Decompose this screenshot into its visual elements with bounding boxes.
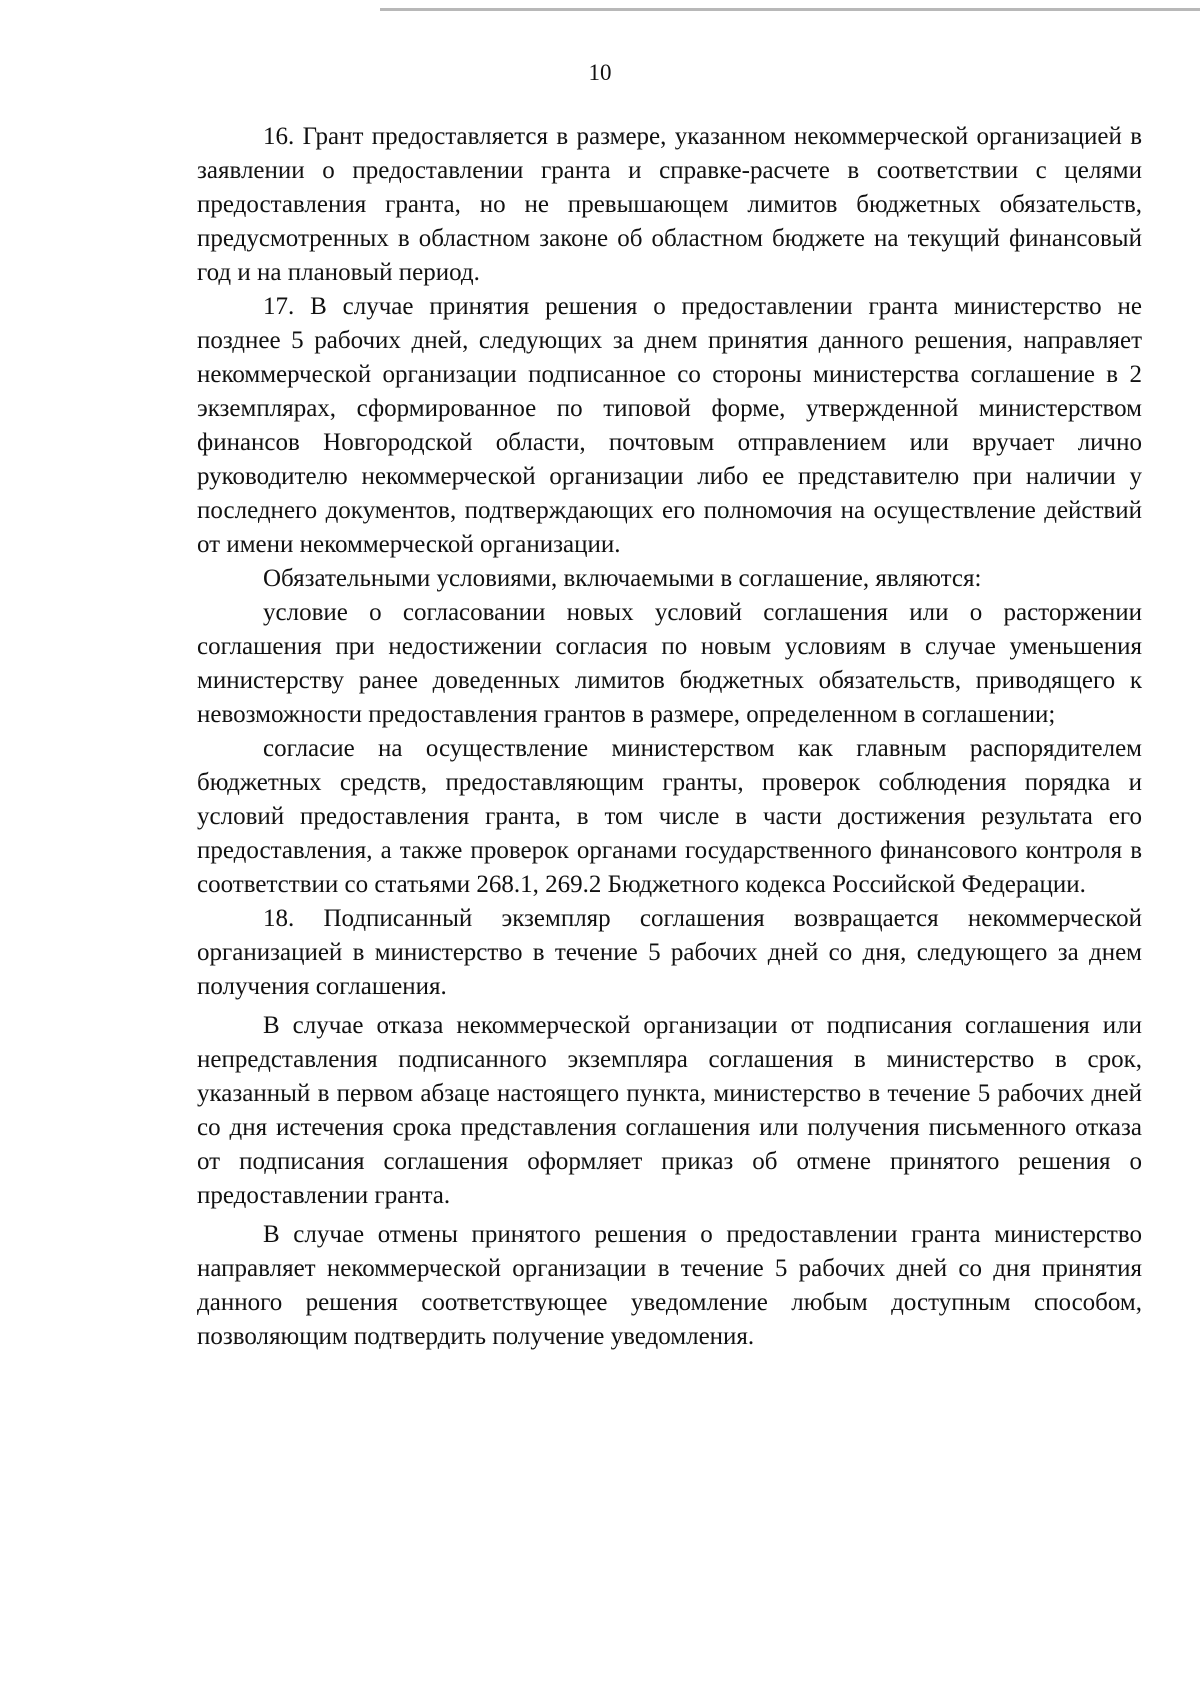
paragraph-cancellation: В случае отмены принятого решения о предоставлении гранта министерство направляет некоммерческой организации в течение 5 рабочих дней со дня принятия данного решения соответствующее уведомление любым доступным способом, позволяющим подтвердить получение уведомления. [197, 1221, 1142, 1350]
condition-renegotiation: условие о согласовании новых условий соглашения или о расторжении соглашения при недостижении согласия по новым условиям в случае уменьшения министерству ранее доведенных лимитов бюджетных обязательств, приводящего к невозможности предоставления грантов в размере, определенном в соглашении; [197, 599, 1142, 728]
paragraph-16: 16. Грант предоставляется в размере, указанном некоммерческой организацией в заявлении о предоставлении гранта и справке-расчете в соответствии с целями предоставления гранта, но не превышающем лимитов бюджетных обязательств, предусмотренных в областном законе об областном бюджете на текущий финансовый год и на плановый период. [197, 123, 1142, 286]
document-body [197, 120, 1142, 1354]
condition-audit-consent: согласие на осуществление министерством как главным распорядителем бюджетных средств, предоставляющим гранты, проверок соблюдения порядка и условий предоставления гранта, в том числе в части достижения результата его предоставления, а также проверок органами государственного финансового контроля в соответствии со статьями 268.1, 269.2 Бюджетного кодекса Российской Федерации. [197, 735, 1142, 898]
page-number: 10 [588, 60, 612, 85]
paragraph-refusal: В случае отказа некоммерческой организации от подписания соглашения или непредставления подписанного экземпляра соглашения в министерство в срок, указанный в первом абзаце настоящего пункта, министерство в течение 5 рабочих дней со дня истечения срока представления соглашения или получения письменного отказа от подписания соглашения оформляет приказ об отмене принятого решения о предоставлении гранта. [197, 1012, 1142, 1209]
paragraph-18: 18. Подписанный экземпляр соглашения возвращается некоммерческой организацией в министерство в течение 5 рабочих дней со дня, следующего за днем получения соглашения. [197, 905, 1142, 1000]
mandatory-conditions-intro: Обязательными условиями, включаемыми в соглашение, являются: [263, 565, 982, 592]
paragraph-17: 17. В случае принятия решения о предоставлении гранта министерство не позднее 5 рабочих дней, следующих за днем принятия данного решения, направляет некоммерческой организации подписанное со стороны министерства соглашение в 2 экземплярах, сформированное по типовой форме, утвержденной министерством финансов Новгородской области, почтовым отправлением или вручает лично руководителю некоммерческой организации либо ее представителю при наличии у последнего документов, подтверждающих его полномочия на осуществление действий от имени некоммерческой организации. [197, 293, 1142, 558]
scan-edge-line [380, 8, 1200, 11]
